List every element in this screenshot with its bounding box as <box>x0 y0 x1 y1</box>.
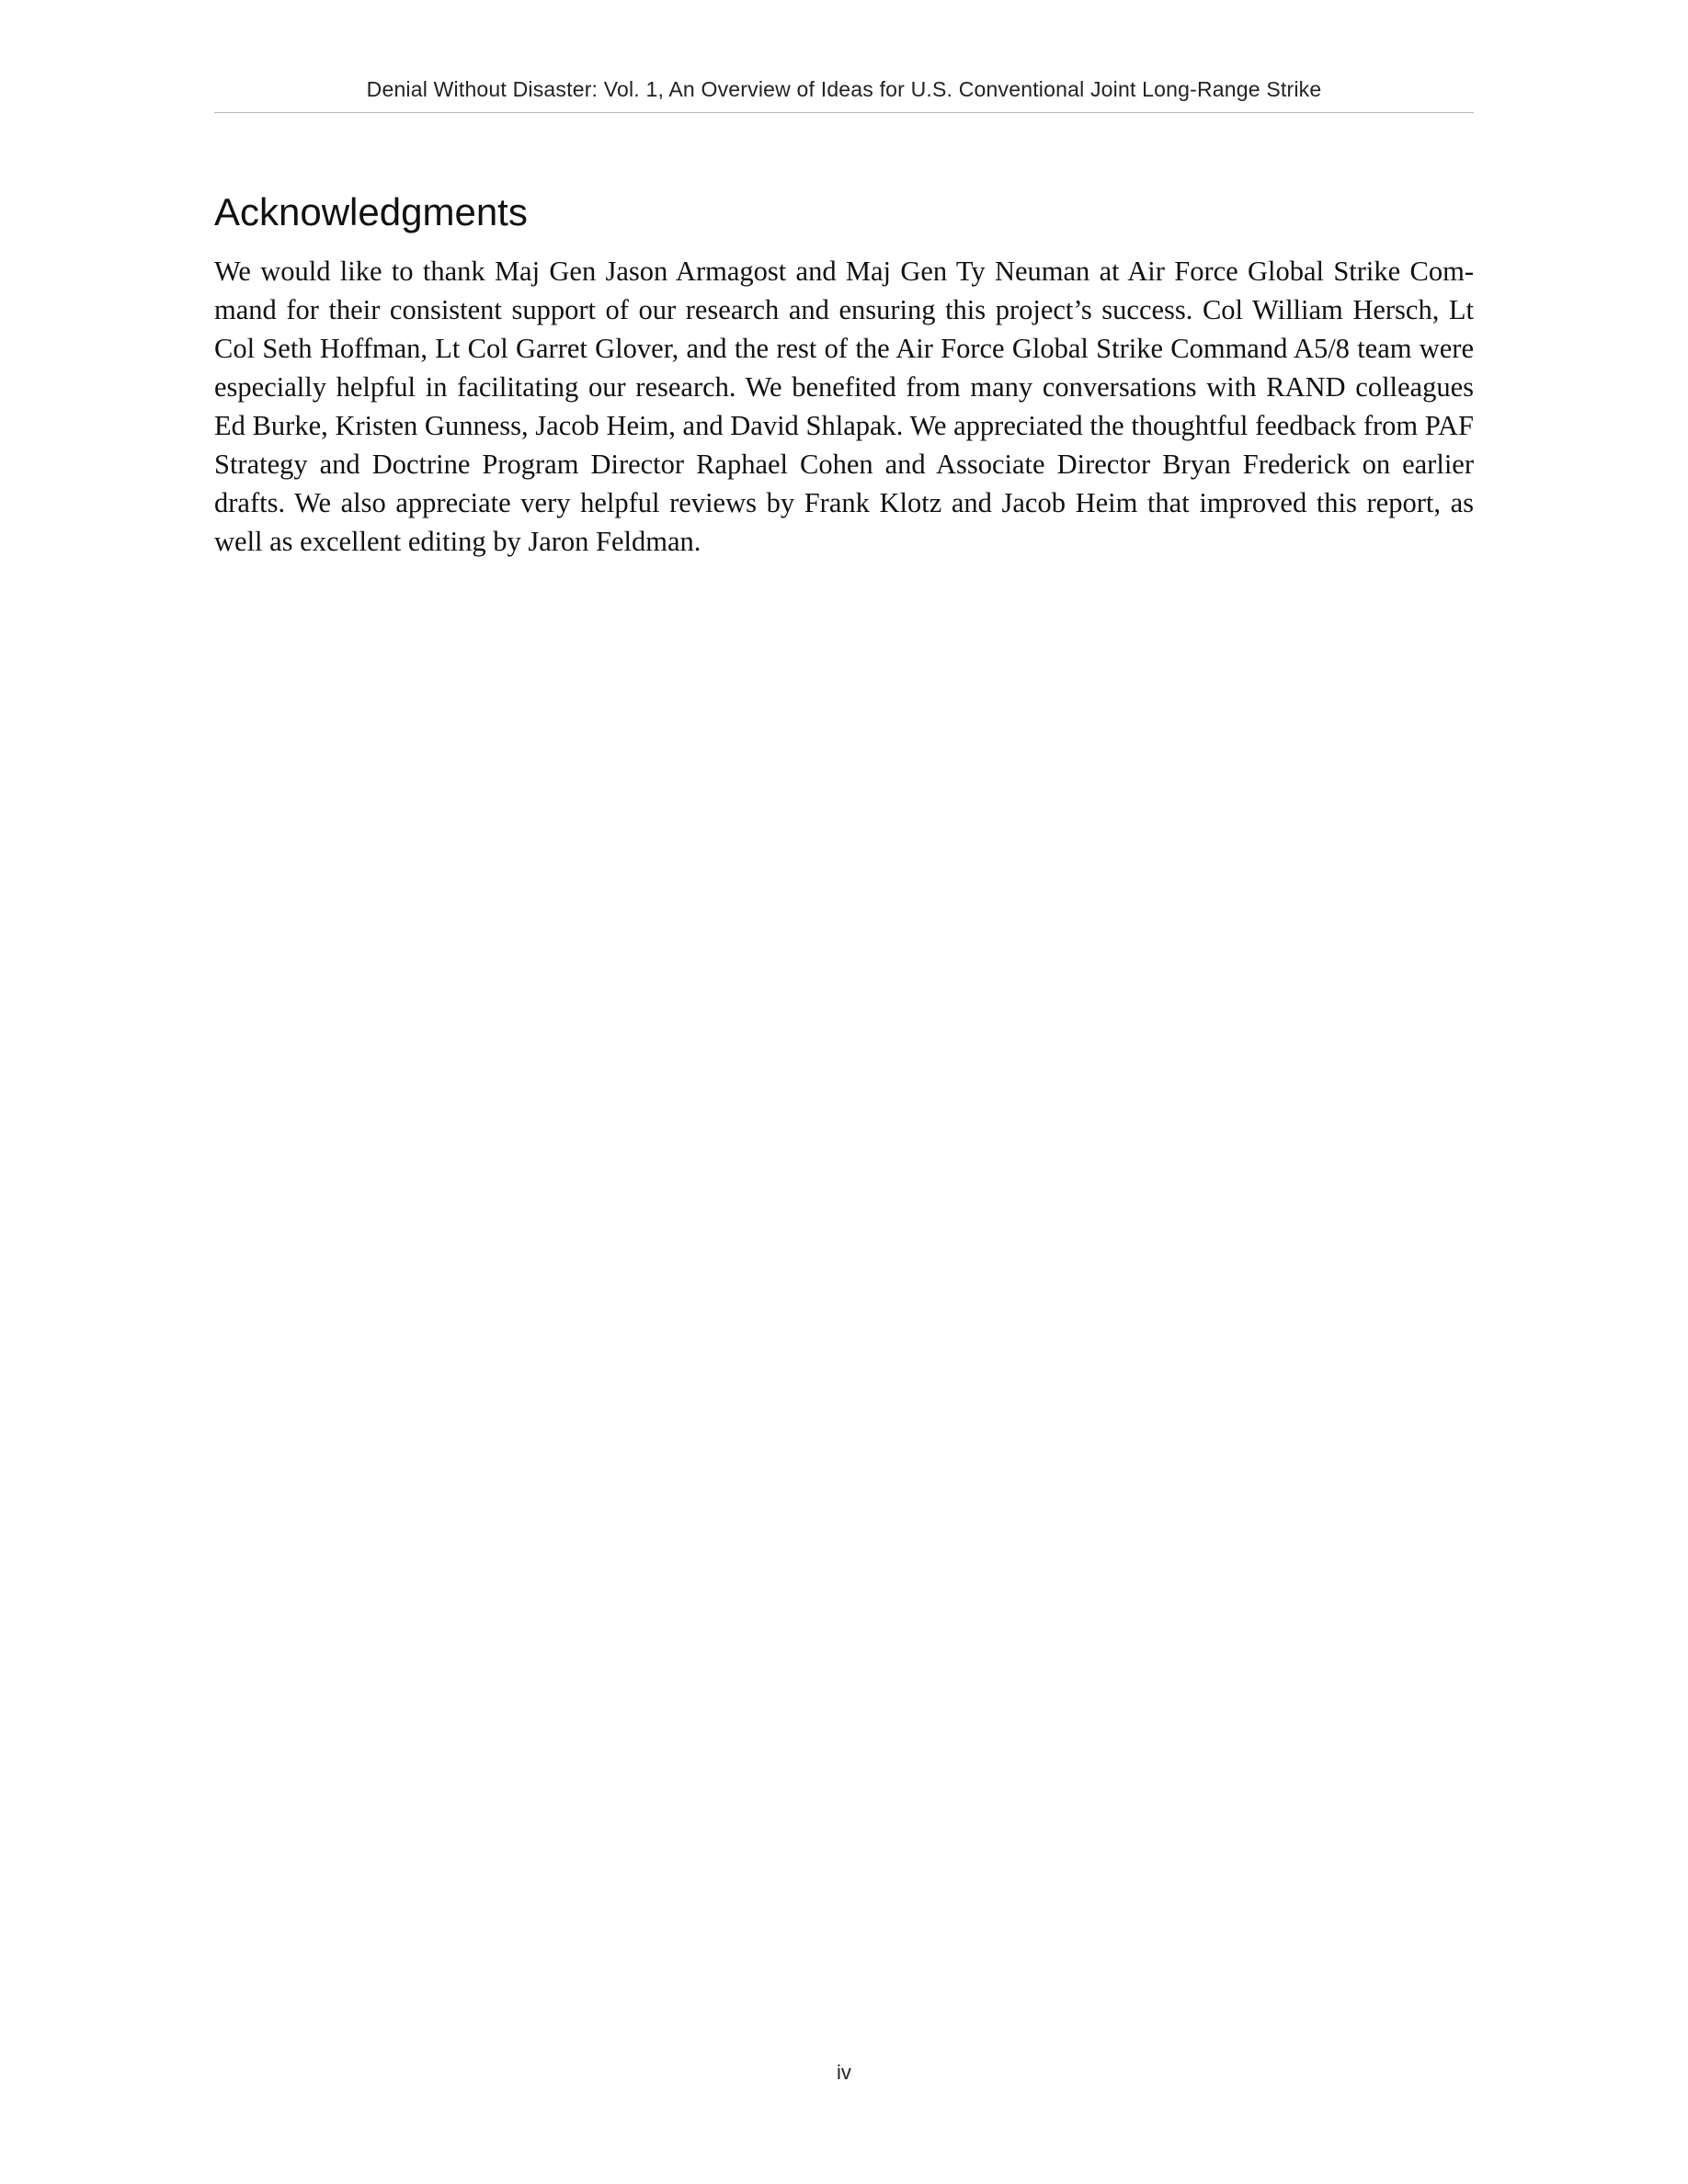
section-heading: Acknowledgments <box>214 190 528 233</box>
header-divider <box>214 112 1474 113</box>
running-header: Denial Without Disaster: Vol. 1, An Overview of Ideas for U.S. Conventional Joint Long-Range Strike <box>366 77 1322 101</box>
page-number: iv <box>837 2061 851 2084</box>
acknowledgments-paragraph: We would like to thank Maj Gen Jason Armagost and Maj Gen Ty Neuman at Air Force Global Strike Command for their consistent support of our research and ensuring this project’s success. Col William Hersch, Lt Col Seth Hoffman, Lt Col Garret Glover, and the rest of the Air Force Global Strike Command A5/8 team were especially helpful in facilitating our research. We benefited from many conversations with RAND colleagues Ed Burke, Kristen Gunness, Jacob Heim, and David Shlapak. We appreciated the thoughtful feedback from PAF Strategy and Doctrine Program Director Raphael Cohen and Associate Director Bryan Frederick on earlier drafts. We also appreciate very helpful reviews by Frank Klotz and Jacob Heim that improved this report, as well as excellent editing by Jaron Feldman. <box>214 256 1474 557</box>
